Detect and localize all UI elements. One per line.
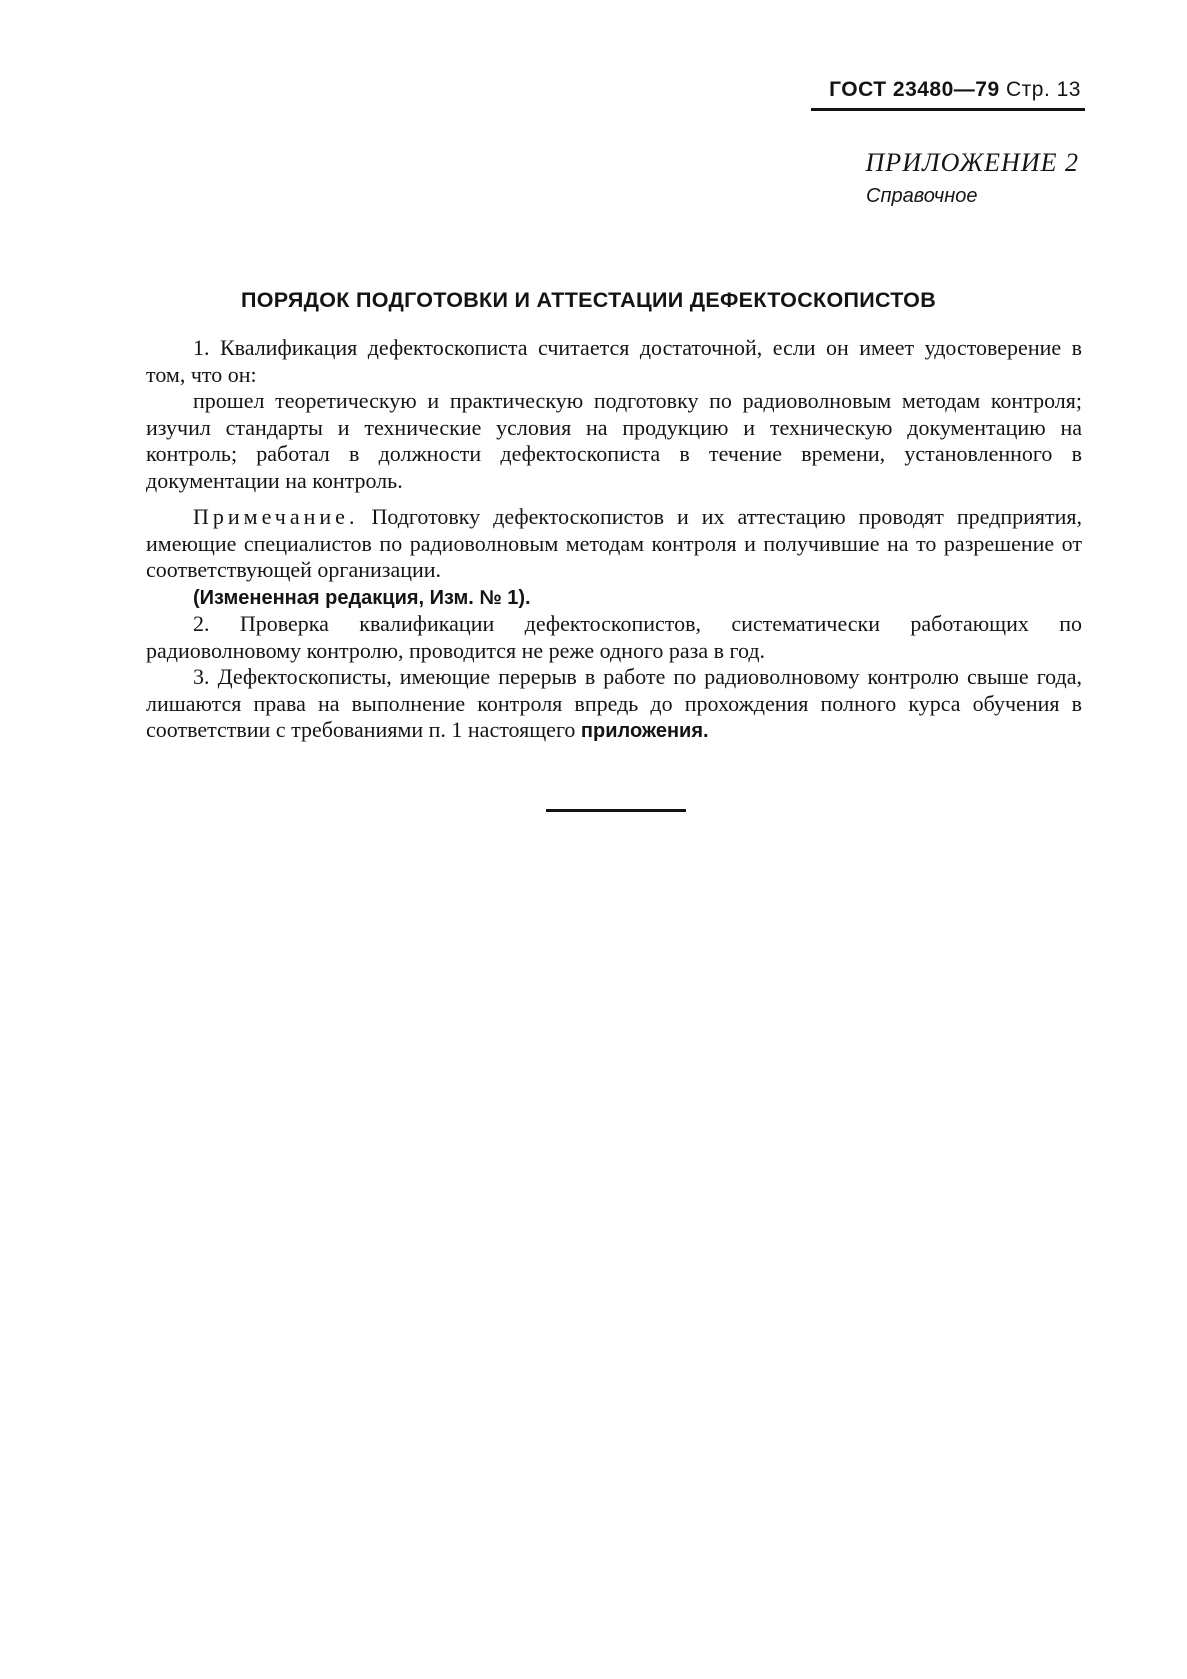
note-text: Подготовку дефектоскопистов и их аттестацию проводят предприятия, имеющие специалистов по радиоволновым методам контроля и получившие на то разрешение от соответствующей организации. (146, 504, 1082, 582)
appendix-type: Справочное (866, 185, 978, 207)
item-2: 2. Проверка квалификации дефектоскопистов, систематически работающих по радиоволновому контролю, проводится не реже одного раза в год. (146, 611, 1082, 663)
appendix-label: ПРИЛОЖЕНИЕ 2 (865, 148, 1079, 177)
standard-number: ГОСТ 23480—79 (829, 78, 1000, 101)
amendment-note (146, 584, 1082, 612)
amendment-text: (Измененная редакция, Изм. № 1). (193, 586, 531, 609)
note-label: Примечание. (193, 504, 359, 529)
page-number: Стр. 13 (1006, 78, 1081, 101)
item-3-end: приложения. (580, 720, 709, 742)
running-header (829, 78, 1081, 102)
document-title: ПОРЯДОК ПОДГОТОВКИ И АТТЕСТАЦИИ ДЕФЕКТОСКОПИСТОВ (241, 288, 937, 312)
note-paragraph (146, 504, 1082, 584)
item-3-text: 3. Дефектоскописты, имеющие перерыв в работе по радиоволновому контролю свыше года, лишаются права на выполнение контроля впредь до прохождения полного курса обучения в соответствии с требованиями п. 1 настоящего (146, 664, 1082, 742)
item-1-intro-text: 1. Квалификация дефектоскописта считается достаточной, если он имеет удостоверение в том, что он: (146, 335, 1082, 387)
item-1-text: прошел теоретическую и практическую подготовку по радиоволновым методам контроля; изучил стандарты и технические условия на продукцию и техническую документацию на контроль; работал в должности дефектоскописта в течение времени, установленного в документации на контроль. (146, 388, 1082, 493)
end-rule (546, 809, 686, 812)
item-1-intro (146, 335, 1082, 388)
body-text (146, 335, 1082, 745)
header-rule (811, 108, 1085, 111)
item-3 (146, 664, 1082, 745)
